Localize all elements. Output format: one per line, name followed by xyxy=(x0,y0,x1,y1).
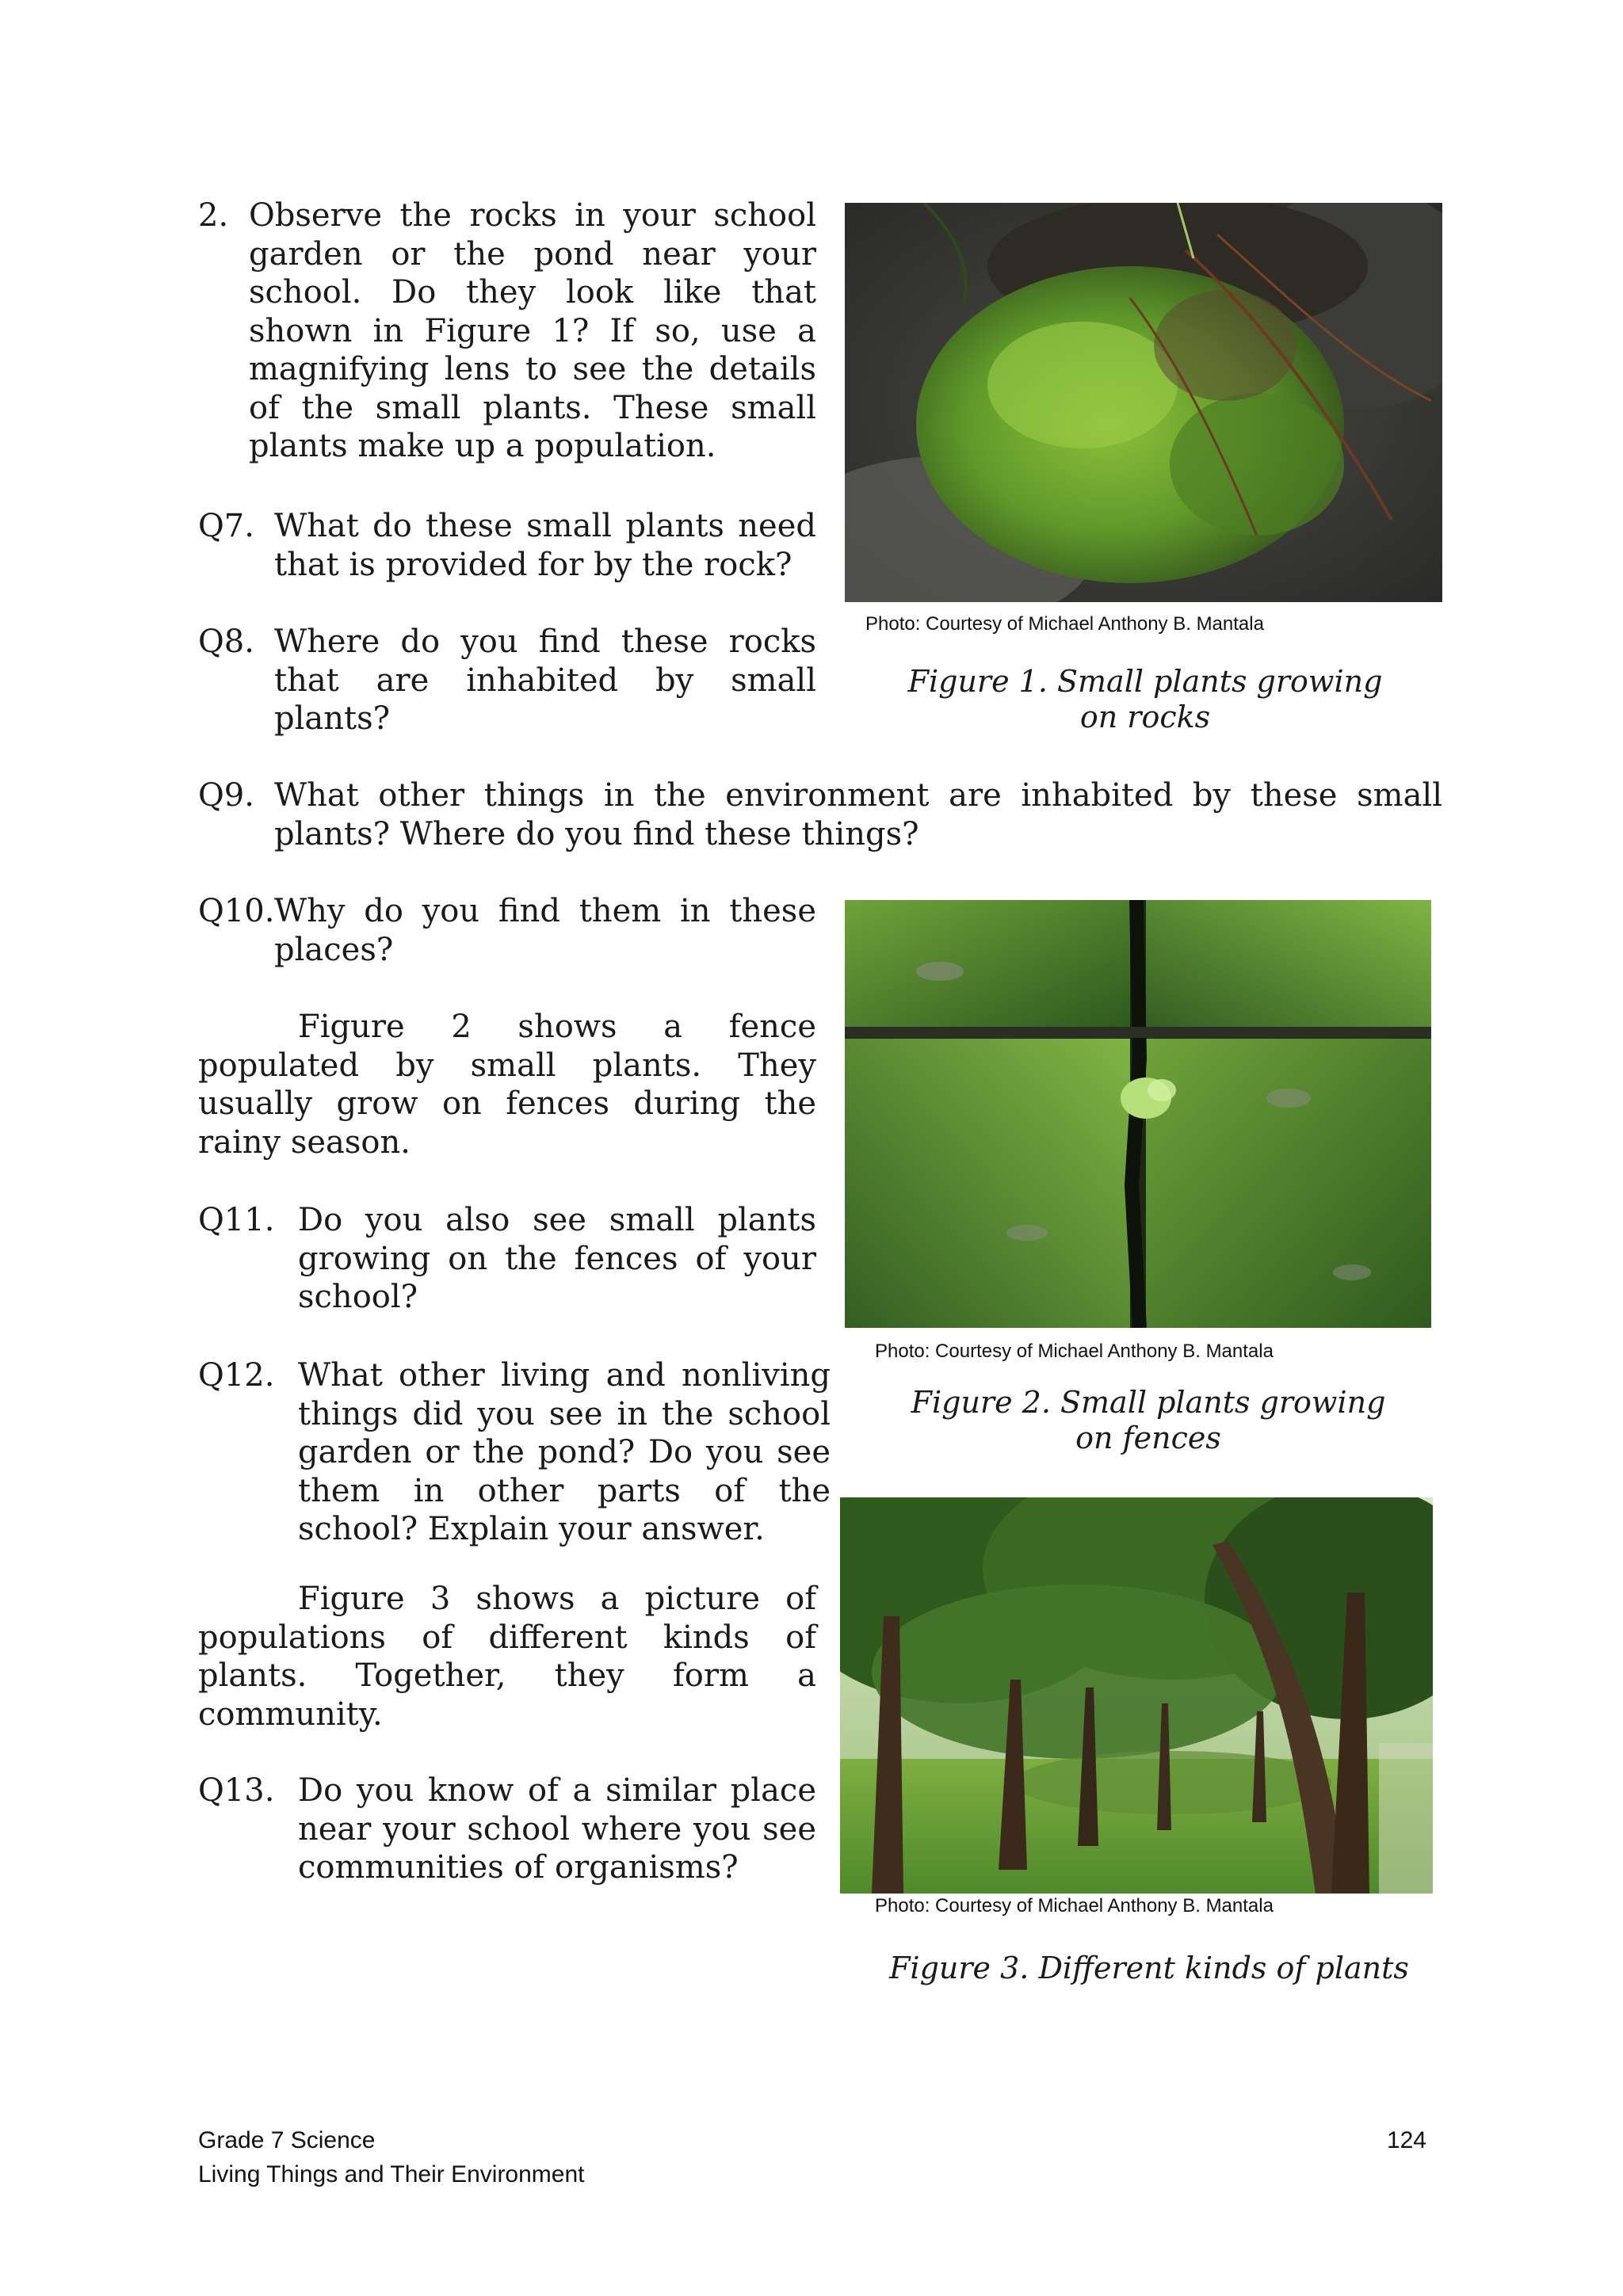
footer-subject: Grade 7 Science xyxy=(198,2127,376,2153)
footer-module: Living Things and Their Environment xyxy=(198,2161,585,2187)
figure-2-caption: Figure 2. Small plants growing on fences xyxy=(911,1385,1386,1455)
figure-1-credit: Photo: Courtesy of Michael Anthony B. Mantala xyxy=(865,613,1264,635)
figure-3-caption: Figure 3. Different kinds of plants xyxy=(889,1951,1409,1985)
question-q11 xyxy=(198,1201,816,1317)
page-number: 124 xyxy=(1386,2127,1426,2153)
question-number: Q8. xyxy=(198,624,254,660)
question-number: Q7. xyxy=(198,508,254,544)
question-q9 xyxy=(198,776,1442,853)
figure-1-caption: Figure 1. Small plants growing on rocks xyxy=(907,664,1383,734)
question-q12 xyxy=(198,1356,831,1549)
paragraph-figure-3 xyxy=(198,1580,816,1733)
question-number: Q10. xyxy=(198,893,275,929)
question-text: Do you know of a similar place near your school where you see communities of organisms? xyxy=(298,1772,816,1886)
paragraph-text: Figure 2 shows a fence populated by small plants. They usually grow on fences during the rainy season. xyxy=(198,1009,816,1161)
figure-1-photo xyxy=(845,203,1442,602)
question-q8 xyxy=(198,623,816,738)
question-text: Why do you find them in these places? xyxy=(274,893,816,968)
question-q7 xyxy=(198,507,816,584)
question-text: Where do you find these rocks that are inhabited by small plants? xyxy=(274,624,816,737)
question-q10 xyxy=(198,892,816,969)
figure-3-credit: Photo: Courtesy of Michael Anthony B. Mantala xyxy=(875,1895,1274,1917)
figure-2-photo xyxy=(845,900,1431,1328)
item-text: Observe the rocks in your school garden or the pond near your school. Do they look like that shown in Figure 1? If so, use a magnifying lens to see the details of the small plants. These small plants make up a population. xyxy=(249,197,816,464)
item-2 xyxy=(198,196,816,466)
item-number: 2. xyxy=(198,197,229,234)
question-number: Q12. xyxy=(198,1357,275,1394)
question-text: Do you also see small plants growing on the fences of your school? xyxy=(298,1202,816,1315)
figure-3-photo xyxy=(840,1497,1433,1894)
paragraph-text: Figure 3 shows a picture of populations of different kinds of plants. Together, they form a community. xyxy=(198,1581,816,1733)
figure-2-credit: Photo: Courtesy of Michael Anthony B. Mantala xyxy=(875,1341,1274,1362)
question-number: Q11. xyxy=(198,1202,275,1238)
paragraph-figure-2 xyxy=(198,1008,816,1161)
question-number: Q13. xyxy=(198,1772,275,1809)
question-number: Q9. xyxy=(198,777,254,814)
question-text: What other living and nonliving things did you see in the school garden or the pond? Do you see them in other parts of the school? Explain your answer. xyxy=(298,1357,831,1547)
question-text: What other things in the environment are inhabited by these small plants? Where do you find these things? xyxy=(274,777,1442,852)
question-q13 xyxy=(198,1772,816,1887)
question-text: What do these small plants need that is provided for by the rock? xyxy=(274,508,816,583)
